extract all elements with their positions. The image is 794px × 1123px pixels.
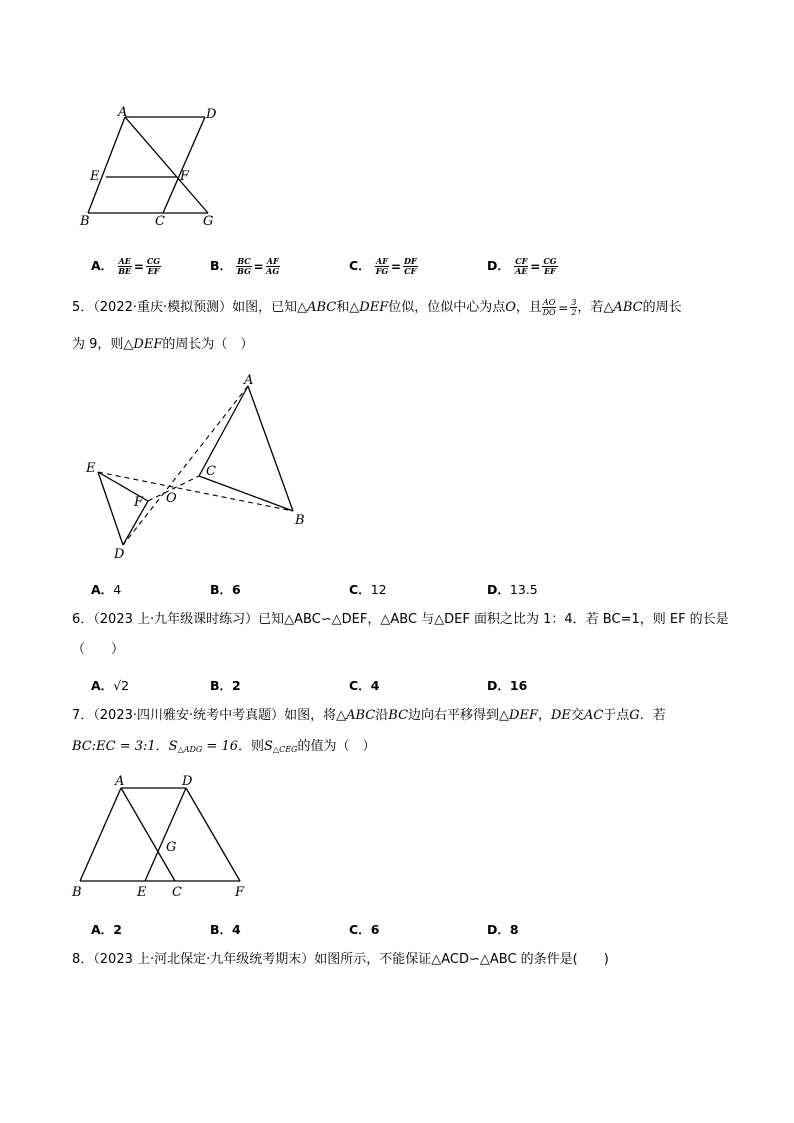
q7-ac: AC xyxy=(583,708,604,723)
q4-option-c[interactable]: C． $\frac{AF}{FG}$ = $\frac{DF}{CF}$ xyxy=(349,256,417,276)
q7-tri-def: △DEF xyxy=(499,708,538,723)
q5-label-f: F xyxy=(134,495,144,510)
q4-label-f: F xyxy=(180,169,190,184)
q4-option-b[interactable]: B． $\frac{BC}{BG}$ = $\frac{AF}{AG}$ xyxy=(210,256,280,276)
q5-option-d[interactable]: D．13.5 xyxy=(487,582,538,597)
q8-question-line1: 8．（2023 上·河北保定·九年级统考期末）如图所示，不能保证△ACD∽△ABC 的条件是( ) xyxy=(72,952,609,967)
q7-label-f: F xyxy=(235,885,245,900)
q7-label-e: E xyxy=(137,885,147,900)
q5-tri-def: △DEF xyxy=(349,300,389,315)
q6-option-b[interactable]: B．2 xyxy=(210,678,241,693)
q7-label-d: D xyxy=(182,774,193,789)
q5-point-o: O xyxy=(505,300,516,315)
q5-question-line2: 为 9，则△DEF的周长为（ ） xyxy=(72,337,254,352)
q4-option-d[interactable]: D． $\frac{CF}{AE}$ = $\frac{CG}{EF}$ xyxy=(487,256,557,276)
q7-question-line1: 7．（2023·四川雅安·统考中考真题）如图，将△ABC沿BC边向右平移得到△DEF，DE交AC于点G．若 xyxy=(72,708,666,723)
q7-label-c: C xyxy=(172,885,182,900)
q5-label-d: D xyxy=(114,547,125,562)
q7-label-g: G xyxy=(166,840,177,855)
q5-option-b[interactable]: B．6 xyxy=(210,582,241,597)
q6-option-a[interactable]: A．√2 xyxy=(91,678,130,693)
q4-label-g: G xyxy=(203,214,214,229)
q5-label-b: B xyxy=(295,513,305,528)
q6-question-line2: （ ） xyxy=(72,642,125,657)
q5-option-c[interactable]: C．12 xyxy=(349,582,387,597)
q5-option-a[interactable]: A．4 xyxy=(91,582,122,597)
q7-tri-abc: △ABC xyxy=(336,708,376,723)
q6-question-line1: 6．（2023 上·九年级课时练习）已知△ABC∽△DEF，△ABC 与△DEF 面积之比为 1：4．若 BC=1，则 EF 的长是 xyxy=(72,612,729,627)
q4-label-b: B xyxy=(80,214,90,229)
q7-bc: BC xyxy=(388,708,409,723)
q5-label-e: E xyxy=(86,461,96,476)
q7-ratio: BC:EC = 3:1 xyxy=(72,739,156,754)
q4-label-e: E xyxy=(90,169,100,184)
q7-option-d[interactable]: D．8 xyxy=(487,922,519,937)
q5-label-a: A xyxy=(244,373,254,388)
q7-label-b: B xyxy=(72,885,82,900)
q7-option-b[interactable]: B．4 xyxy=(210,922,241,937)
q7-question-line2: BC:EC = 3:1．$S_{\triangle ADG} = 16$．则$S_{\triangle CEG}$的值为（ ） xyxy=(72,739,376,754)
q5-label-o: O xyxy=(166,491,177,506)
q5-question-line1: 5．（2022·重庆·模拟预测）如图，已知△ABC和△DEF位似，位似中心为点O，且 $\frac{AO}{DO}$ = $\frac{3}{2}$ ，若△ABC的周长 xyxy=(72,298,682,317)
q5-label-c: C xyxy=(206,464,216,479)
q7-point-g: G xyxy=(629,708,640,723)
q7-label-a: A xyxy=(115,774,125,789)
q5-tri-def-2: △DEF xyxy=(123,337,163,352)
q7-option-c[interactable]: C．6 xyxy=(349,922,380,937)
q6-option-c[interactable]: C．4 xyxy=(349,678,380,693)
q7-option-a[interactable]: A．2 xyxy=(91,922,122,937)
q5-tri-abc: △ABC xyxy=(297,300,337,315)
q4-label-c: C xyxy=(155,214,165,229)
q6-option-d[interactable]: D．16 xyxy=(487,678,528,693)
q7-de: DE xyxy=(551,708,571,723)
q4-label-d: D xyxy=(206,107,217,122)
q4-option-a[interactable]: A． $\frac{AE}{BE}$ = $\frac{CG}{EF}$ xyxy=(91,256,161,276)
q4-label-a: A xyxy=(118,105,128,120)
q5-tri-abc-2: △ABC xyxy=(603,300,643,315)
